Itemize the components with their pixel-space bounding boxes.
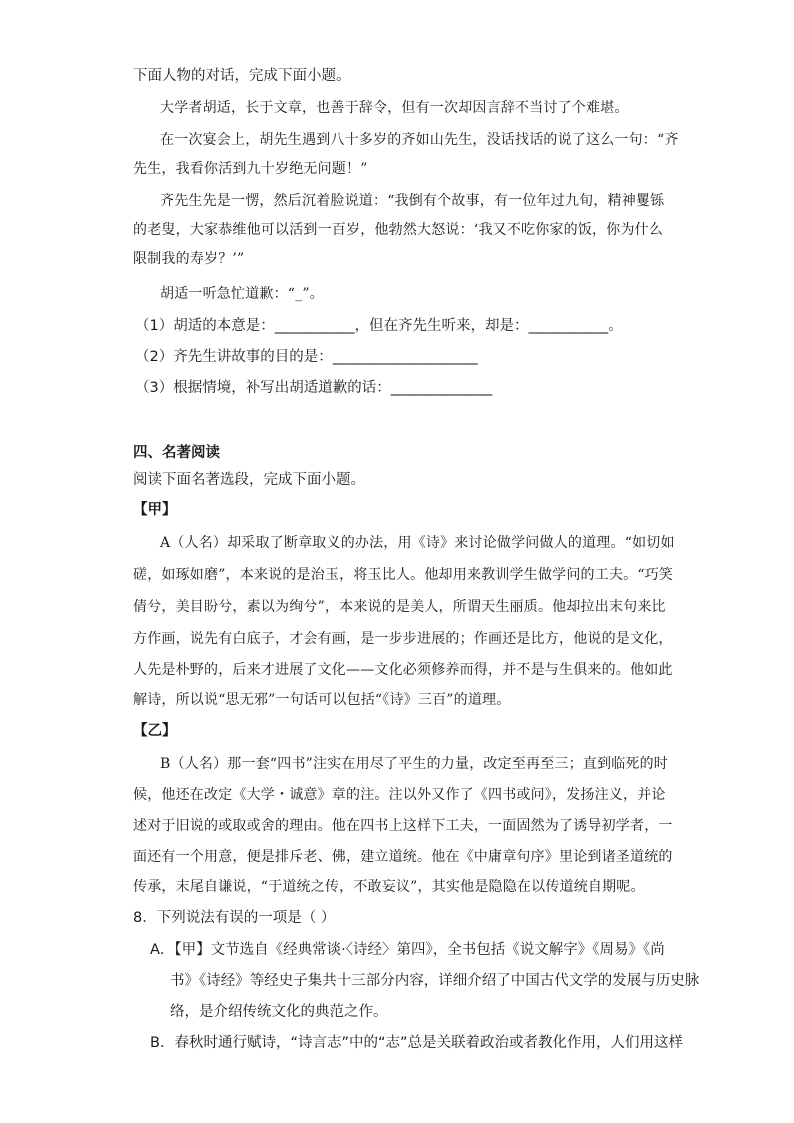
excerpt-yi-line: 述对于旧说的或取或舍的理由。他在四书上这样下工夫，一面固然为了诱导初学者，一 xyxy=(133,818,673,834)
excerpt-jia-line: 倩兮，美目盼兮，素以为绚兮”，本来说的是美人，所谓天生丽质。他却拉出末句来比 xyxy=(133,599,666,615)
question-3: （3）根据情境，补写出胡适道歉的话：______________ xyxy=(135,380,493,396)
question-8-option-a: A．【甲】文节选自《经典常谈·〈诗经〉第四》，全书包括《说文解字》《周易》《尚 xyxy=(150,942,665,958)
story-line: 限制我的寿岁？’” xyxy=(133,251,245,267)
story-line: 的老叟，大家恭维他可以活到一百岁，他勃然大怒说：‘我又不吃你家的饭，你为什么 xyxy=(133,222,664,238)
intro-text: 下面人物的对话，完成下面小题。 xyxy=(133,68,351,84)
excerpt-jia-line: 解诗，所以说“思无邪”一句话可以包括“《诗》三百”的道理。 xyxy=(133,692,511,708)
question-8-option-b: B．春秋时通行赋诗，“诗言志”中的“志”总是关联着政治或者教化作用，人们用这样 xyxy=(150,1035,683,1051)
excerpt-yi-line: B（人名）那一套“四书”注实在用尽了平生的力量，改定至再至三；直到临死的时 xyxy=(160,756,669,772)
question-1: （1）胡适的本意是：___________，但在齐先生听来，却是：___________。 xyxy=(135,318,623,334)
story-line: 大学者胡适，长于文章，也善于辞令，但有一次却因言辞不当讨了个难堪。 xyxy=(160,100,629,116)
story-line: 胡适一听急忙道歉：“_”。 xyxy=(160,286,324,302)
question-2: （2）齐先生讲故事的目的是：____________________ xyxy=(135,349,478,365)
excerpt-jia-line: 磋，如琢如磨”，本来说的是治玉，将玉比人。他却用来教训学生做学问的工夫。“巧笑 xyxy=(133,567,674,583)
story-line: 先生，我看你活到九十岁绝无问题！” xyxy=(133,161,368,177)
excerpt-yi-line: 面还有一个用意，便是排斥老、佛，建立道统。他在《中庸章句序》里论到诸圣道统的 xyxy=(133,849,673,865)
excerpt-jia-line: A（人名）却采取了断章取义的办法，用《诗》来讨论做学问做人的道理。“如切如 xyxy=(160,535,675,551)
excerpt-label-jia: 【甲】 xyxy=(133,502,177,518)
excerpt-label-yi: 【乙】 xyxy=(133,723,177,739)
question-8-option-a: 书》《诗经》等经史子集共十三部分内容，详细介绍了中国古代文学的发展与历史脉 xyxy=(170,973,700,989)
section-heading: 四、名著阅读 xyxy=(133,445,220,461)
question-8-option-a: 络，是介绍传统文化的典范之作。 xyxy=(170,1004,388,1020)
section-instruction: 阅读下面名著选段，完成下面小题。 xyxy=(133,472,365,488)
story-line: 齐先生先是一愣，然后沉着脸说道：“我倒有个故事，有一位年过九旬，精神矍铄 xyxy=(160,193,665,209)
excerpt-yi-line: 传承，末尾自谦说，“于道统之传，不敢妄议”，其实他是隐隐在以传道统自期呢。 xyxy=(133,879,645,895)
excerpt-yi-line: 候，他还在改定《大学・诚意》章的注。注以外又作了《四书或问》，发扬注义，并论 xyxy=(133,787,666,803)
excerpt-jia-line: 人先是朴野的，后来才进展了文化——文化必须修养而得，并不是与生俱来的。他如此 xyxy=(133,662,673,678)
story-line: 在一次宴会上，胡先生遇到八十多岁的齐如山先生，没话找话的说了这么一句：“齐 xyxy=(160,132,679,148)
question-8-stem: 8．下列说法有误的一项是（ ） xyxy=(133,910,336,926)
excerpt-jia-line: 方作画，说先有白底子，才会有画，是一步步进展的；作画还是比方，他说的是文化， xyxy=(133,631,673,647)
